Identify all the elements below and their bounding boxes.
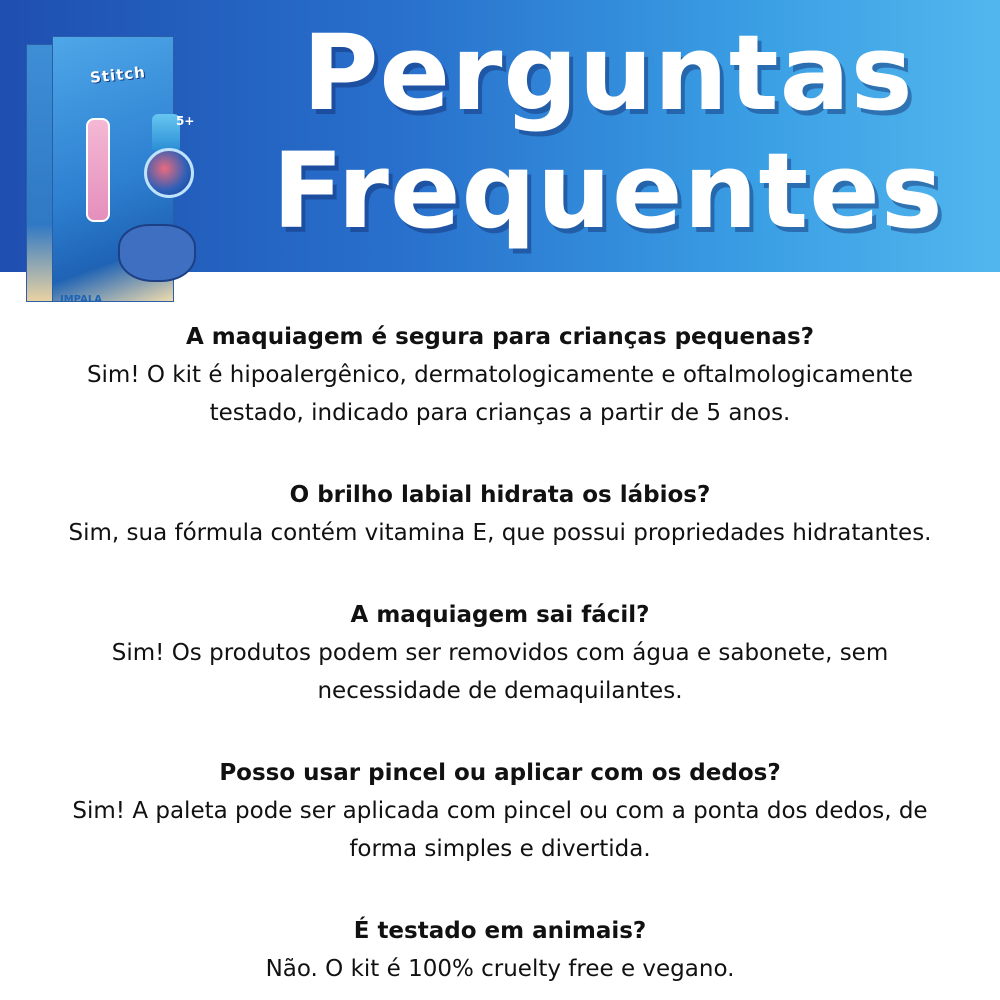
faq-answer [0,356,1000,432]
faq-question: A maquiagem sai fácil? [350,602,650,628]
faq-item [0,318,1000,432]
page-title-line-2: Frequentes [272,130,944,252]
faq-answer [0,634,1000,710]
faq-item [0,476,1000,552]
faq-item [0,596,1000,710]
faq-answer-line: Não. O kit é 100% cruelty free e vegano. [265,956,735,982]
faq-answer-line: Sim! O kit é hipoalergênico, dermatologicamente e oftalmologicamente [86,362,914,388]
faq-answer [0,514,1000,552]
faq-item [0,754,1000,868]
faq-question: Posso usar pincel ou aplicar com os dedos? [219,760,781,786]
faq-question: É testado em animais? [353,918,647,944]
maker-logo: IMPALA [60,294,102,305]
product-brand-logo: Stitch [89,63,147,87]
lip-gloss-bottle [86,118,110,222]
page-title [238,14,978,250]
page-title-line-1: Perguntas [302,12,914,134]
age-badge: 5+ [176,114,195,128]
faq-answer [0,950,1000,988]
faq-answer-line: Sim, sua fórmula contém vitamina E, que possui propriedades hidratantes. [68,520,932,546]
faq-answer-line: Sim! A paleta pode ser aplicada com pincel ou com a ponta dos dedos, de [72,798,928,824]
faq-question: O brilho labial hidrata os lábios? [289,482,711,508]
faq-answer-line: forma simples e divertida. [349,836,651,862]
faq-answer-line: testado, indicado para crianças a partir de 5 anos. [209,400,791,426]
faq-answer-line: Sim! Os produtos podem ser removidos com água e sabonete, sem [111,640,889,666]
faq-item [0,912,1000,988]
faq-question: A maquiagem é segura para crianças pequenas? [185,324,815,350]
makeup-jar [144,148,194,198]
faq-answer-line: necessidade de demaquilantes. [317,678,683,704]
product-box-image [26,18,195,305]
character-illustration [118,224,196,282]
faq-list [0,318,1000,988]
faq-answer [0,792,1000,868]
